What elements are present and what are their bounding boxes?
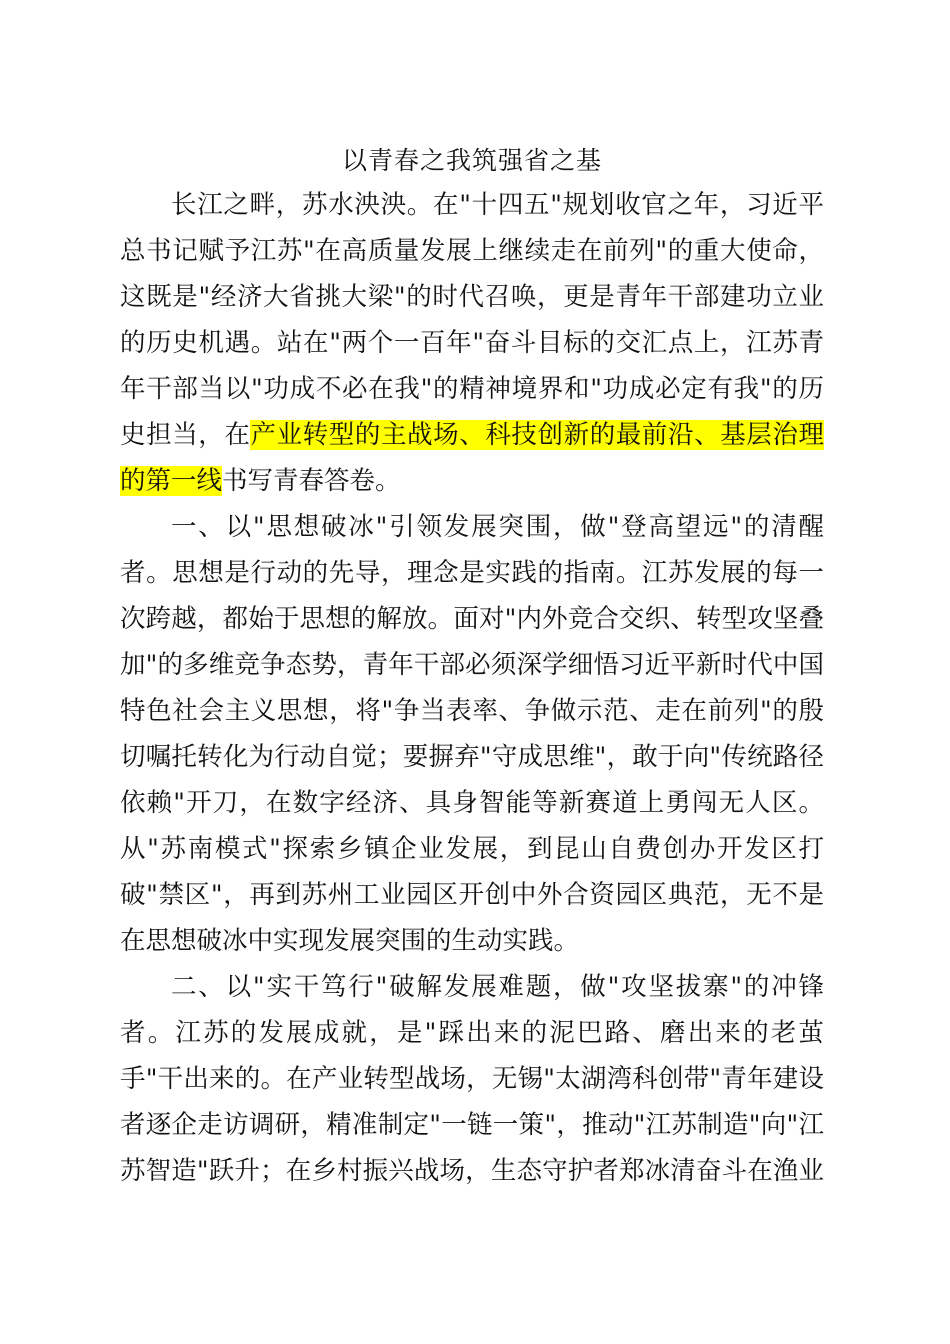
paragraph-line: 长江之畔，苏水泱泱。在"十四五"规划收官之年，习近平: [171, 190, 824, 220]
highlighted-text: 的第一线: [120, 466, 223, 496]
document-title: 以青春之我筑强省之基: [341, 146, 602, 175]
paragraph-line: 者逐企走访调研，精准制定"一链一策"，推动"江苏制造"向"江: [120, 1110, 824, 1140]
text-segment: 书写青春答卷。: [222, 466, 401, 496]
paragraph-line: 二、以"实干笃行"破解发展难题，做"攻坚拔寨"的冲锋: [171, 972, 824, 1002]
paragraph-line: 者。江苏的发展成就，是"踩出来的泥巴路、磨出来的老茧: [120, 1018, 824, 1048]
paragraph-line: 一、以"思想破冰"引领发展突围，做"登高望远"的清醒: [171, 512, 824, 542]
paragraph-line: 的历史机遇。站在"两个一百年"奋斗目标的交汇点上，江苏青: [120, 328, 824, 358]
paragraph-line: 从"苏南模式"探索乡镇企业发展，到昆山自费创办开发区打: [120, 834, 824, 864]
paragraph-line: [120, 412, 824, 458]
paragraph-line: 破"禁区"，再到苏州工业园区开创中外合资园区典范，无不是: [120, 880, 824, 910]
document-body: [120, 182, 824, 1194]
paragraph-line: 次跨越，都始于思想的解放。面对"内外竞合交织、转型攻坚叠: [120, 604, 824, 634]
paragraph-line: 特色社会主义思想，将"争当表率、争做示范、走在前列"的殷: [120, 696, 824, 726]
text-segment: 史担当，在: [120, 420, 251, 450]
paragraph-line: 在思想破冰中实现发展突围的生动实践。: [120, 926, 580, 956]
paragraph-line: 依赖"开刀，在数字经济、具身智能等新赛道上勇闯无人区。: [120, 788, 824, 818]
paragraph-line: 加"的多维竞争态势，青年干部必须深学细悟习近平新时代中国: [120, 650, 824, 680]
paragraph-line: 年干部当以"功成不必在我"的精神境界和"功成必定有我"的历: [120, 374, 824, 404]
paragraph-line: 这既是"经济大省挑大梁"的时代召唤，更是青年干部建功立业: [120, 282, 824, 312]
paragraph-line: 手"干出来的。在产业转型战场，无锡"太湖湾科创带"青年建设: [120, 1064, 824, 1094]
paragraph-line: 苏智造"跃升；在乡村振兴战场，生态守护者郑冰清奋斗在渔业: [120, 1156, 824, 1186]
highlighted-text: 产业转型的主战场、科技创新的最前沿、基层治理: [250, 420, 824, 450]
paragraph-line: 总书记赋予江苏"在高质量发展上继续走在前列"的重大使命，: [120, 236, 824, 266]
paragraph-line: 者。思想是行动的先导，理念是实践的指南。江苏发展的每一: [120, 558, 824, 588]
paragraph-line: [120, 458, 824, 504]
paragraph-line: 切嘱托转化为行动自觉；要摒弃"守成思维"，敢于向"传统路径: [120, 742, 824, 772]
